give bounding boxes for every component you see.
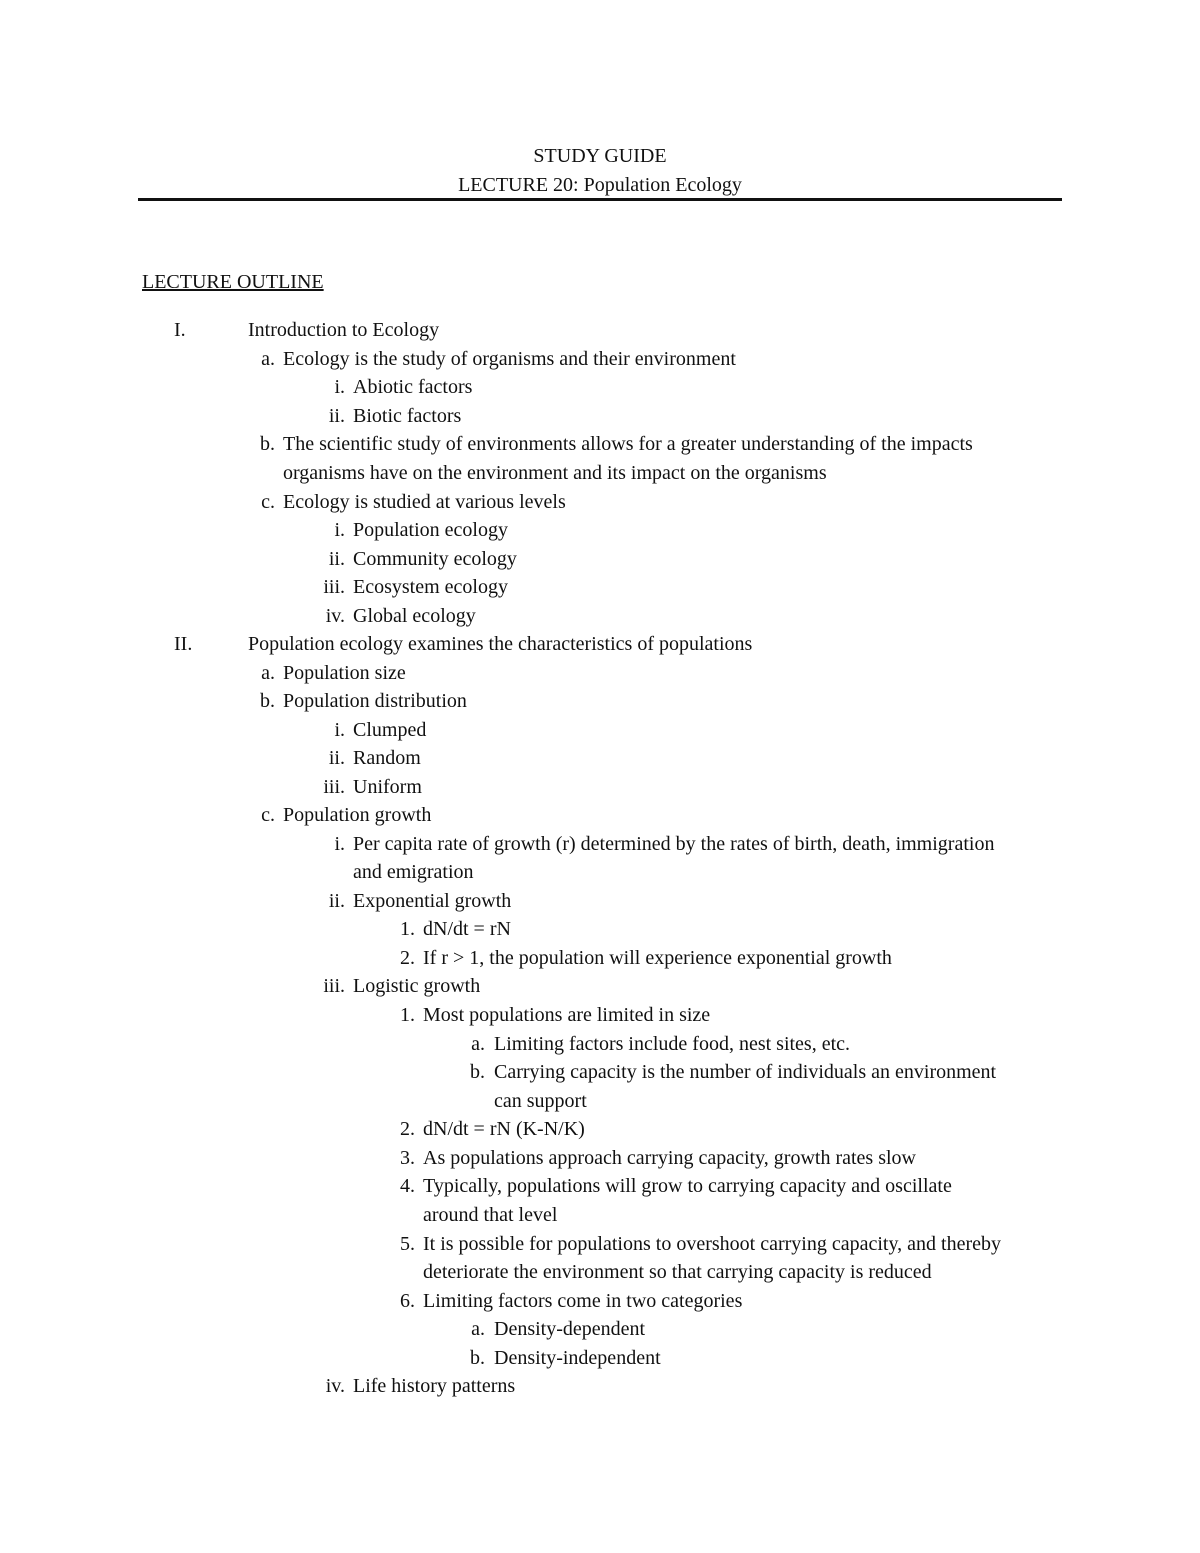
outline-text: dN/dt = rN (K-N/K) (423, 1118, 585, 1140)
outline-marker: b. (260, 690, 275, 712)
outline-text: Limiting factors come in two categories (423, 1290, 743, 1312)
outline-text: Global ecology (353, 605, 476, 627)
outline-marker: II. (174, 633, 193, 655)
outline-marker: b. (470, 1061, 485, 1083)
outline-marker: a. (471, 1318, 485, 1340)
title-block (0, 142, 1200, 200)
outline-marker: ii. (328, 548, 345, 570)
outline-text: Population growth (283, 804, 432, 826)
outline-text: Abiotic factors (353, 376, 473, 398)
outline-text: deteriorate the environment so that carrying capacity is reduced (423, 1261, 932, 1283)
outline-text: Ecosystem ecology (353, 576, 508, 598)
outline-marker: 2. (400, 947, 415, 969)
outline-marker: iii. (323, 776, 345, 798)
outline-text: Exponential growth (353, 890, 512, 912)
outline-marker: a. (261, 348, 275, 370)
outline-text: Limiting factors include food, nest sites, etc. (494, 1033, 851, 1055)
outline-marker: i. (334, 833, 345, 855)
document-subtitle: LECTURE 20: Population Ecology (458, 174, 742, 196)
outline-marker: i. (334, 719, 345, 741)
outline-text: If r > 1, the population will experience exponential growth (423, 947, 892, 969)
outline-marker: ii. (328, 890, 345, 912)
outline-marker: 5. (400, 1233, 415, 1255)
outline-text: Population size (283, 662, 406, 684)
outline-text: and emigration (353, 861, 474, 883)
outline-marker: iii. (323, 576, 345, 598)
outline-text: dN/dt = rN (423, 918, 511, 940)
outline-text: Logistic growth (353, 975, 481, 997)
outline-heading: LECTURE OUTLINE (142, 271, 324, 293)
outline-marker: 4. (400, 1175, 415, 1197)
outline-marker: I. (174, 319, 186, 341)
outline-marker: 6. (400, 1290, 415, 1312)
outline-text: Random (353, 747, 421, 769)
outline-text: Population distribution (283, 690, 467, 712)
outline-text: Typically, populations will grow to carrying capacity and oscillate (423, 1175, 952, 1197)
document-title: STUDY GUIDE (533, 145, 667, 167)
outline-text: It is possible for populations to overshoot carrying capacity, and thereby (423, 1233, 1001, 1255)
outline-text: Biotic factors (353, 405, 462, 427)
outline-text: Most populations are limited in size (423, 1004, 711, 1026)
outline-marker: a. (261, 662, 275, 684)
outline-text: Life history patterns (353, 1375, 516, 1397)
outline-text: Introduction to Ecology (248, 319, 440, 341)
outline-text: organisms have on the environment and its impact on the organisms (283, 462, 827, 484)
outline-marker: b. (470, 1347, 485, 1369)
outline-text: The scientific study of environments allows for a greater understanding of the impacts (283, 433, 973, 455)
outline-marker: 3. (400, 1147, 415, 1169)
outline-marker: 1. (400, 1004, 415, 1026)
outline-marker: b. (260, 433, 275, 455)
outline-marker: c. (261, 491, 275, 513)
outline-marker: ii. (328, 747, 345, 769)
outline-text: Clumped (353, 719, 427, 741)
outline-marker: iv. (325, 605, 345, 627)
outline-text: around that level (423, 1204, 558, 1226)
outline-marker: i. (334, 376, 345, 398)
outline-text: Density-dependent (494, 1318, 646, 1340)
outline-text: Population ecology examines the characteristics of populations (248, 633, 753, 655)
outline-text: can support (494, 1090, 587, 1112)
outline-marker: 1. (400, 918, 415, 940)
outline-marker: a. (471, 1033, 485, 1055)
outline-marker: ii. (328, 405, 345, 427)
outline-text: Ecology is the study of organisms and their environment (283, 348, 736, 370)
outline-text: Carrying capacity is the number of individuals an environment (494, 1061, 997, 1083)
outline-marker: i. (334, 519, 345, 541)
outline-marker: c. (261, 804, 275, 826)
outline-marker: iii. (323, 975, 345, 997)
outline-text: As populations approach carrying capacity, growth rates slow (423, 1147, 916, 1169)
title-divider (138, 198, 1062, 201)
outline-text: Uniform (353, 776, 422, 798)
outline-text: Per capita rate of growth (r) determined by the rates of birth, death, immigration (353, 833, 995, 855)
outline-marker: iv. (325, 1375, 345, 1397)
outline-marker: 2. (400, 1118, 415, 1140)
outline-text: Population ecology (353, 519, 508, 541)
outline-text: Ecology is studied at various levels (283, 491, 566, 513)
outline-text: Community ecology (353, 548, 517, 570)
outline-text: Density-independent (494, 1347, 661, 1369)
